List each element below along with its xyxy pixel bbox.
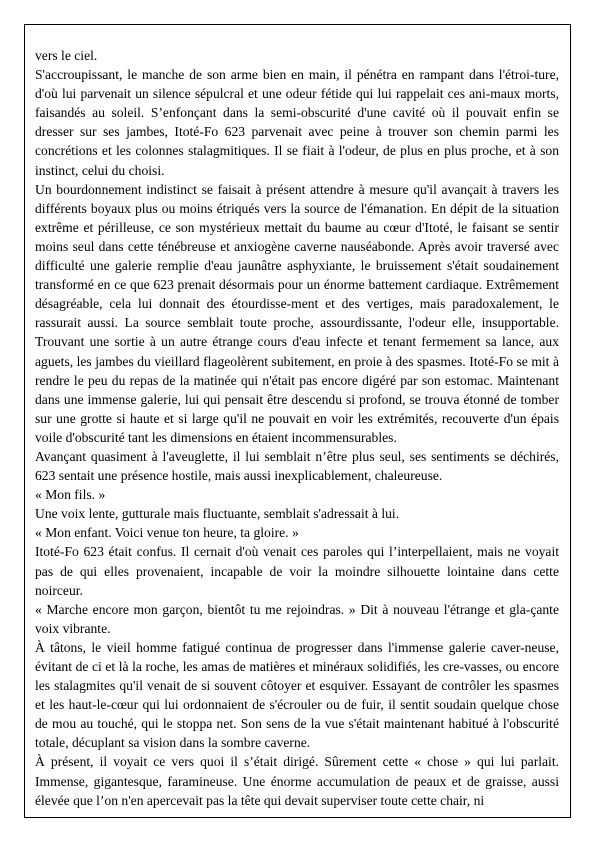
paragraph-3: Un bourdonnement indistinct se faisait à présent attendre à mesure qu'il avançait à travers les différents boyaux plus ou moins étriqués vers la source de l'émanation. En dépit de la situation extrême et périlleuse, ce son mystérieux mettait du baume au cœur d'Itoté, le faisant se sentir moins seul dans cette ténébreuse et anxiogène caverne nauséabonde. Après avoir traversé avec difficulté une galerie remplie d'eau jaunâtre asphyxiante, le bruissement s'était soudainement transformé en ce que 623 prenait désormais pour un énorme battement cardiaque. Extrêmement désagréable, cela lui donnait des étourdisse-ment et des vertiges, mais paradoxalement, le rassurait aussi. La source semblait toute proche, assourdissante, l'odeur elle, insupportable. Trouvant une sortie à un autre étrange cours d'eau infecte et tenant fermement sa lance, aux aguets, les jambes du vieillard flageolèrent subitement, en proie à des spasmes. Itoté-Fo se mit à rendre le peu du repas de la matinée qui n'était pas encore digéré par son estomac. Maintenant dans une immense galerie, lui qui pensait être descendu si profond, se trouva étonné de tomber sur une grotte si haute et si large qu'il ne pouvait en voir les extrémités, recouverte d'un épais voile d'obscurité tant les dimensions en étaient incommensurables.	[35, 181, 559, 445]
paragraph-8: Itoté-Fo 623 était confus. Il cernait d'où venait ces paroles qui l’interpellaient, mais ne voyait pas de qui elles provenaient, incapable de voir la moindre silhouette lointaine dans cette noirceur.	[35, 544, 559, 598]
paragraph-4: Avançant quasiment à l'aveuglette, il lui semblait n’être plus seul, ses sentiments se déchirés, 623 sentait une présence hostile, mais aussi inexplicablement, chaleureuse.	[35, 448, 559, 484]
paragraph-7: « Mon enfant. Voici venue ton heure, ta gloire. »	[35, 525, 299, 541]
paragraph-5: « Mon fils. »	[35, 487, 106, 503]
paragraph-2: S'accroupissant, le manche de son arme bien en main, il pénétra en rampant dans l'étroi-ture, d'où lui parvenait un silence sépulcral et une odeur fétide qui lui rappelait ces ani-maux morts, faisandés au soleil. S’enfonçant dans la semi-obscurité d'une cavité où il pouvait enfin se dresser sur ses jambes, Itoté-Fo 623 parvenait avec peine à trouver son chemin parmi les concrétions et les colonnes stalagmitiques. Il se fiait à l'odeur, de plus en plus proche, et à son instinct, celui du choisi.	[35, 67, 559, 178]
paragraph-11: À présent, il voyait ce vers quoi il s’était dirigé. Sûrement cette « chose » qui lui parlait. Immense, gigantesque, faramineuse. Une énorme accumulation de peaux et de graisse, aussi élevée que l’on n'en apercevait pas la tête qui devait superviser toute cette chair, ni	[35, 754, 559, 808]
paragraph-6: Une voix lente, gutturale mais fluctuante, semblait s'adressait à lui.	[35, 506, 400, 522]
paragraph-9: « Marche encore mon garçon, bientôt tu me rejoindras. » Dit à nouveau l'étrange et gla-çante voix vibrante.	[35, 601, 559, 636]
paragraph-10: À tâtons, le vieil homme fatigué continua de progresser dans l'immense galerie caver-neuse, évitant de ci et là la roche, les amas de matières et minéraux solidifiés, les cre-vasses, ou encore les stalagmites qu'il venait de si souvent côtoyer et esquiver. Essayant de contrôler les spasmes et les haut-le-cœur qui lui ordonnaient de s'écrouler ou de fuir, il sentit soudain quelque chose de mou au touché, qui le stoppa net. Son sens de la vue s'était maintenant habitué à l'obscurité totale, décuplant sa vision dans la sombre caverne.	[35, 639, 559, 751]
paragraph-1: vers le ciel.	[35, 48, 98, 63]
document-text	[35, 46, 559, 810]
